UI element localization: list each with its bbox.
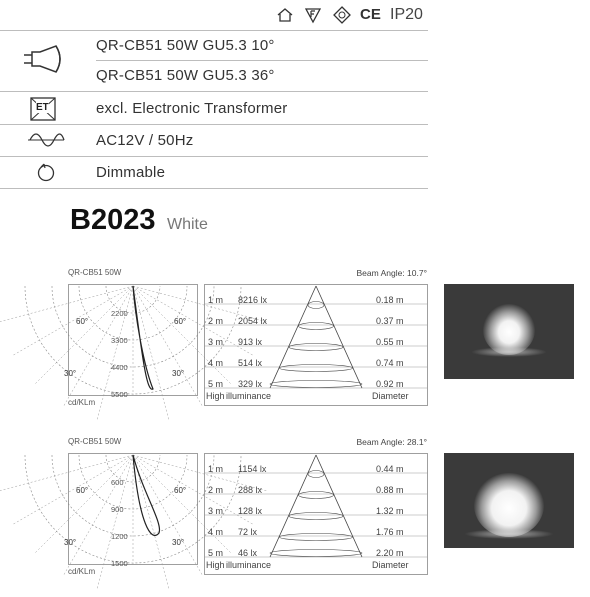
table-illuminance: 46 lx [238, 548, 258, 558]
table-illuminance: 288 lx [238, 485, 263, 495]
table-diameter: 2.20 m [376, 548, 404, 558]
polar-ring-value: 900 [111, 505, 124, 514]
table-height: 2 m [208, 316, 224, 326]
polar-angle-label: 60° [174, 486, 187, 495]
polar-angle-label: 60° [76, 317, 89, 326]
table-illuminance: 2054 lx [238, 316, 268, 326]
floor-reflection [464, 529, 554, 539]
polar-diagram [64, 453, 198, 568]
lamp-bulb-icon [20, 44, 68, 79]
polar-angle-label: 60° [174, 317, 187, 326]
polar-angle-label: 30° [64, 538, 77, 547]
photometric-block-28deg [0, 437, 590, 597]
beam-glow [474, 473, 544, 537]
table-height: 1 m [208, 464, 224, 474]
floor-reflection [471, 347, 548, 357]
table-height: 3 m [208, 337, 224, 347]
table-height: 2 m [208, 485, 224, 495]
polar-diagram [64, 284, 198, 399]
table-illuminance: 128 lx [238, 506, 263, 516]
polar-ring-value: 3300 [111, 336, 128, 345]
table-diameter: 0.92 m [376, 379, 404, 389]
lamp-spec-36deg: QR-CB51 50W GU5.3 36° [96, 67, 275, 84]
lamp-spec-10deg: QR-CB51 50W GU5.3 10° [96, 37, 275, 54]
beam-angle-label: Beam Angle: 10.7° [356, 268, 427, 278]
table-diameter: 0.44 m [376, 464, 404, 474]
polar-ring-value: 1500 [111, 559, 128, 568]
polar-ring-value: 4400 [111, 363, 128, 372]
table-diameter: 1.32 m [376, 506, 404, 516]
ce-mark: CE [360, 6, 381, 23]
polar-angle-label: 30° [172, 538, 185, 547]
ip-rating: IP20 [390, 6, 423, 23]
beam-photo [444, 453, 574, 548]
ecolabel-icon [333, 6, 351, 27]
polar-ring-value: 1200 [111, 532, 128, 541]
divider [0, 156, 428, 157]
table-illuminance: 8216 lx [238, 295, 268, 305]
divider [0, 124, 428, 125]
divider [0, 188, 428, 189]
table-illuminance: 1154 lx [238, 464, 267, 474]
transformer-spec: excl. Electronic Transformer [96, 100, 288, 117]
beam-photo [444, 284, 574, 379]
power-spec: AC12V / 50Hz [96, 132, 194, 149]
divider [0, 30, 428, 31]
lamp-label: QR-CB51 50W [68, 268, 122, 277]
table-diameter: 0.37 m [376, 316, 404, 326]
product-finish: White [167, 216, 208, 233]
table-illuminance: 514 lx [238, 358, 263, 368]
table-header-high: High [206, 391, 225, 401]
table-header-illuminance: illuminance [226, 391, 272, 401]
lamp-label: QR-CB51 50W [68, 437, 122, 446]
table-header-illuminance: illuminance [226, 560, 272, 570]
table-diameter: 0.18 m [376, 295, 404, 305]
table-header-diameter: Diameter [372, 560, 409, 570]
table-height: 4 m [208, 527, 224, 537]
table-illuminance: 329 lx [238, 379, 263, 389]
dimmable-spec: Dimmable [96, 164, 166, 181]
table-height: 3 m [208, 506, 224, 516]
polar-ring-value: 2200 [111, 309, 128, 318]
table-diameter: 0.55 m [376, 337, 404, 347]
house-icon [276, 7, 294, 26]
certification-row [0, 6, 430, 26]
table-diameter: 1.76 m [376, 527, 404, 537]
transformer-icon-label: ET [36, 102, 49, 113]
table-header-diameter: Diameter [372, 391, 409, 401]
photometric-block-10deg [0, 268, 590, 428]
table-height: 4 m [208, 358, 224, 368]
divider [0, 91, 428, 92]
polar-ring-value: 5500 [111, 390, 128, 399]
table-height: 5 m [208, 548, 224, 558]
polar-unit-label: cd/KLm [68, 567, 96, 576]
table-illuminance: 72 lx [238, 527, 258, 537]
table-diameter: 0.74 m [376, 358, 404, 368]
table-height: 5 m [208, 379, 224, 389]
sine-wave-icon [26, 131, 66, 154]
polar-angle-label: 60° [76, 486, 89, 495]
light-distribution-curve [133, 286, 153, 389]
table-diameter: 0.88 m [376, 485, 404, 495]
transformer-excluded-icon [30, 97, 56, 126]
table-header-high: High [206, 560, 225, 570]
product-code: B2023 [70, 204, 156, 236]
beam-angle-label: Beam Angle: 28.1° [356, 437, 427, 447]
polar-angle-label: 30° [64, 369, 77, 378]
polar-unit-label: cd/KLm [68, 398, 96, 407]
divider [96, 60, 428, 61]
polar-ring-value: 600 [111, 478, 124, 487]
table-height: 1 m [208, 295, 224, 305]
polar-angle-label: 30° [172, 369, 185, 378]
table-illuminance: 913 lx [238, 337, 263, 347]
f-mark-icon [304, 6, 322, 27]
light-distribution-curve [133, 455, 160, 535]
dimmer-icon [36, 162, 56, 187]
